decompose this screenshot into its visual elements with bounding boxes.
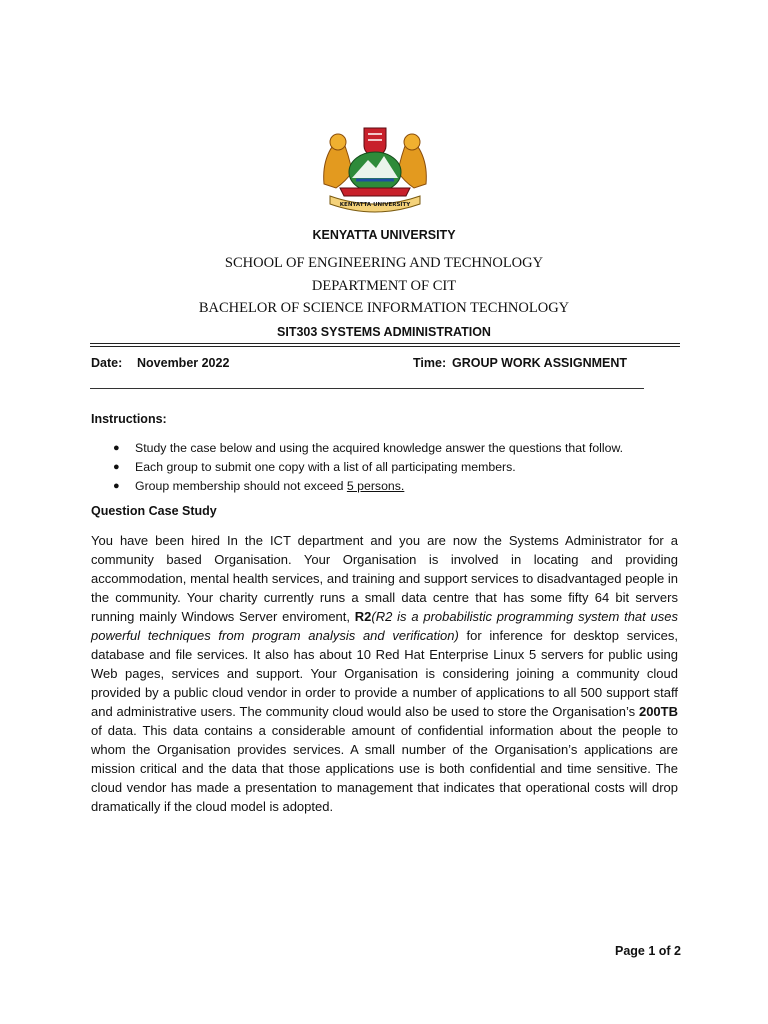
storage-amount: 200TB (638, 704, 678, 719)
time-value: GROUP WORK ASSIGNMENT (452, 356, 628, 370)
university-name: KENYATTA UNIVERSITY (312, 228, 456, 242)
r2-definition: (R2 is a probabilistic programming system that uses powerful techniques from program analysis and verification) (91, 609, 679, 643)
case-text-part-1: You have been hired In the ICT department and you are now the Systems Administrator for a community based Organisation. Your Organisation is involved in locating and providing accommodation, mental health services, and training and support services to disadvantaged people in the community. Your charity currently runs a small data centre that has some fifty 64 bit servers running mainly Windows Server enviroment, (91, 533, 678, 624)
list-item (91, 439, 681, 458)
crest-motto-text: KENYATTA UNIVERSITY (339, 202, 411, 208)
university-crest-logo (316, 122, 434, 214)
instructions-list (91, 439, 681, 496)
instruction-text: Group membership should not exceed (135, 479, 347, 493)
date-label: Date: (91, 356, 123, 370)
department-name: DEPARTMENT OF CIT (311, 278, 457, 294)
case-study-paragraph (91, 531, 678, 816)
time-label: Time: (413, 356, 447, 370)
bullet-icon: ● (113, 461, 120, 473)
list-item (91, 477, 681, 496)
bullet-icon: ● (113, 480, 120, 492)
page-number: Page 1 of 2 (615, 944, 681, 958)
course-title: SIT303 SYSTEMS ADMINISTRATION (277, 325, 491, 339)
bullet-icon: ● (113, 442, 120, 454)
date-value: November 2022 (137, 356, 230, 370)
case-text-part-3: of data. This data contains a considerable amount of confidential information about the people to whom the Organisation provides services. A small number of the Organisation’s applications are mission critical and the data that those applications use is both confidential and time sensitive. The cloud vendor has made a presentation to management that indicates that operational costs will drop dramatically if the cloud model is adopted. (91, 723, 678, 814)
case-text-part-2: for inference for desktop services, database and file services. It also has about 10 Red Hat Enterprise Linux 5 servers for public using Web pages, services and support. Your Organisation is considering joining a community cloud provided by a public cloud vendor in order to provide a number of applications to all 500 support staff and administrative users. The community cloud would also be used to store the Organisation’s (91, 628, 679, 719)
instruction-text: Study the case below and using the acquired knowledge answer the questions that follow. (135, 441, 624, 455)
case-study-heading: Question Case Study (91, 504, 217, 518)
instructions-heading: Instructions: (91, 412, 167, 426)
r2-term: R2 (354, 609, 372, 624)
programme-name: BACHELOR OF SCIENCE INFORMATION TECHNOLOGY (198, 300, 570, 316)
header-divider-top (90, 343, 680, 344)
list-item (91, 458, 681, 477)
meta-divider (90, 388, 644, 389)
school-name: SCHOOL OF ENGINEERING AND TECHNOLOGY (224, 255, 544, 271)
header-divider-bottom (90, 346, 680, 347)
group-size-limit: 5 persons. (346, 479, 405, 493)
instruction-text: Each group to submit one copy with a list of all participating members. (135, 460, 516, 474)
